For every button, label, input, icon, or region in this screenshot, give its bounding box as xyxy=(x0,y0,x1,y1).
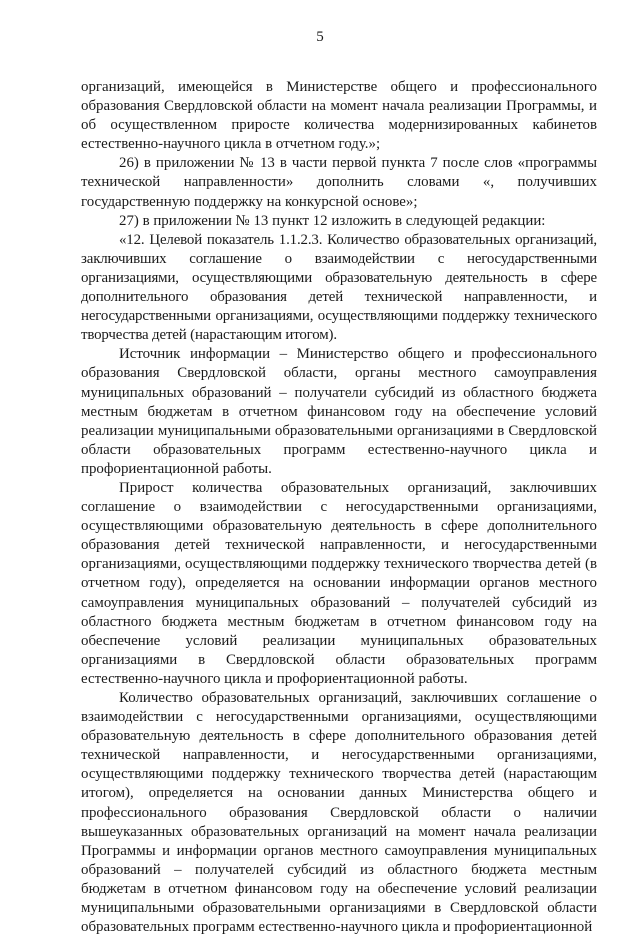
paragraph-growth-definition: Прирост количества образовательных организаций, заключивших соглашение о взаимодействии с негосударственными организациями, осуществляющими образовательную деятельность в сфере дополнительного образования детей технической направленности, и негосударственными организациями, осуществляющими поддержку технического творчества детей (в отчетном году), определяется на основании информации органов местного самоуправления муниципальных образований – получателей субсидий из областного бюджета местным бюджетам в отчетном финансовом году на обеспечение условий реализации муниципальных образовательных организациями в Свердловской области образовательных программ естественно-научного цикла и профориентационной работы. xyxy=(81,479,597,687)
paragraph-information-source: Источник информации – Министерство общего и профессионального образования Свердловской области, органы местного самоуправления муниципальных образований – получатели субсидий из областного бюджета местным бюджетам в отчетном финансовом году на обеспечение условий реализации муниципальными образовательными организациями в Свердловской области образовательных программ естественно-научного цикла и профориентационной работы. xyxy=(81,346,597,477)
paragraph-count-definition: Количество образовательных организаций, заключивших соглашение о взаимодействии с негосударственными организациями, осуществляющими образовательную деятельность в сфере дополнительного образования детей технической направленности, и негосударственными организациями, осуществляющими поддержку технического творчества детей (нарастающим итогом), определяется на основании данных Министерства общего и профессионального образования Свердловской области о наличии вышеуказанных образовательных организаций на момент начала реализации Программы и информации органов местного самоуправления муниципальных образований – получателей субсидий из областного бюджета местным бюджетам в отчетном финансовом году на обеспечение условий реализации муниципальными образовательными организациями в Свердловской области образовательных программ естественно-научного цикла и профориентационной xyxy=(81,690,597,936)
paragraph-item-26: 26) в приложении № 13 в части первой пункта 7 после слов «программы технической направленности» дополнить словами «, получивших государственную поддержку на конкурсной основе»; xyxy=(81,155,597,210)
page-number: 5 xyxy=(316,29,324,45)
paragraph-item-27: 27) в приложении № 13 пункт 12 изложить в следующей редакции: xyxy=(119,212,546,229)
paragraph-continuation: организаций, имеющейся в Министерстве общего и профессионального образования Свердловской области на момент начала реализации Программы, и об осуществленном приросте количества модернизированных кабинетов естественно-научного цикла в отчетном году.»; xyxy=(81,79,597,153)
document-body xyxy=(81,78,597,937)
paragraph-target-indicator: «12. Целевой показатель 1.1.2.3. Количество образовательных организаций, заключивших соглашение о взаимодействии с негосударственными организациями, осуществляющими образовательную деятельность в сфере дополнительного образования детей технической направленности, и негосударственными организациями, осуществляющими поддержку технического творчества детей (нарастающим итогом). xyxy=(81,231,597,344)
